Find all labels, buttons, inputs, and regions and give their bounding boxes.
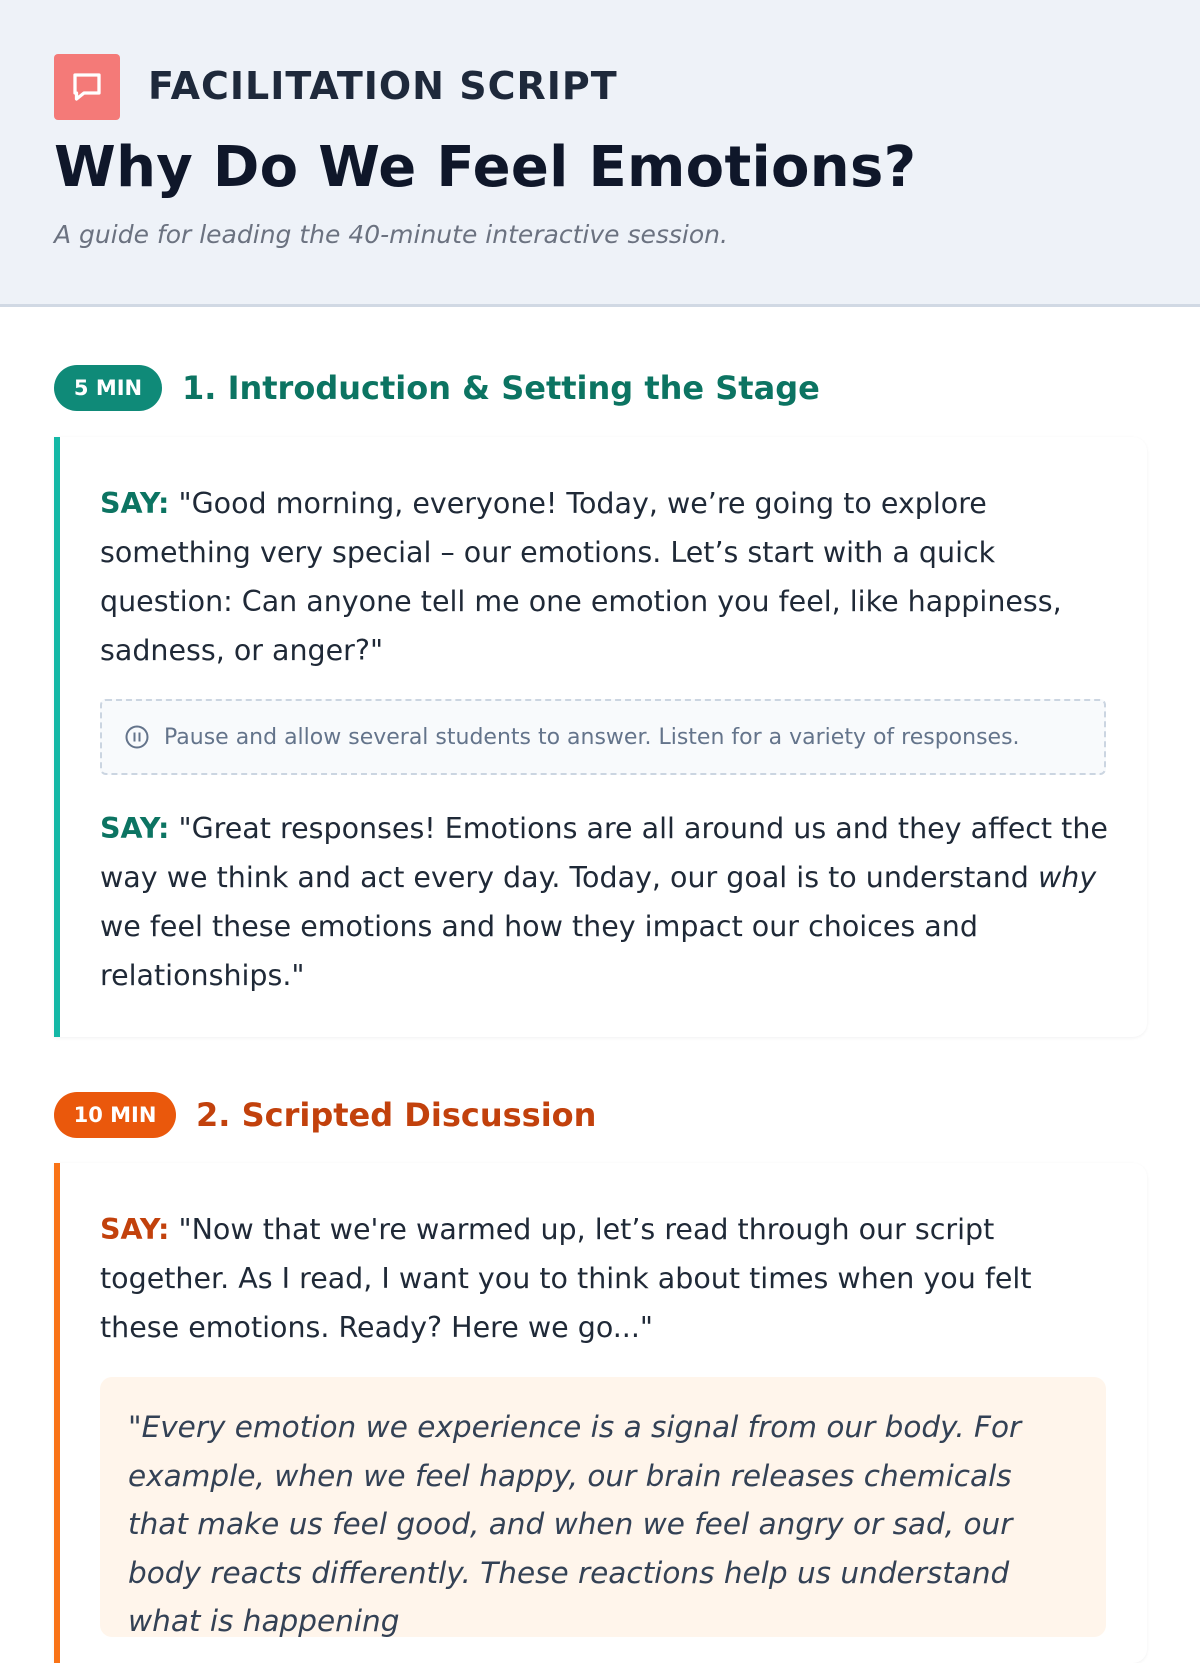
facilitator-note (100, 699, 1106, 775)
note-text: Pause and allow several students to answer. Listen for a variety of responses. (164, 724, 1020, 750)
pause-icon (124, 724, 150, 750)
eyebrow-label: FACILITATION SCRIPT (148, 64, 618, 108)
emphasis-text: why (1037, 861, 1097, 894)
say-text: "Good morning, everyone! Today, we’re going to explore something very special – our emotions. Let’s start with a quick question: Can anyone tell me one emotion you feel, like happiness, sadness, or anger?" (100, 487, 1062, 667)
time-badge: 10 MIN (54, 1092, 176, 1138)
say-label: SAY: (100, 1213, 170, 1246)
section-title: 2. Scripted Discussion (196, 1096, 597, 1134)
say-text: "Great responses! Emotions are all around us and they affect the way we think and act every day. Today, our goal is to understand (100, 812, 1108, 894)
say-text: we feel these emotions and how they impact our choices and relationships." (100, 910, 978, 992)
say-paragraph (100, 479, 1110, 675)
script-quote (100, 1377, 1106, 1637)
section-title: 1. Introduction & Setting the Stage (182, 369, 820, 407)
script-card-introduction (54, 437, 1147, 1037)
script-card-discussion (54, 1163, 1147, 1663)
section-header-discussion (54, 1091, 596, 1139)
say-paragraph (100, 1205, 1110, 1352)
quote-text: "Every emotion we experience is a signal from our body. For example, when we feel happy, our brain releases chemicals that make us feel good, and when we feel angry or sad, our body reacts differently. These reactions help us understand what is happening (128, 1410, 1022, 1638)
time-badge: 5 MIN (54, 365, 162, 411)
say-label: SAY: (100, 487, 170, 520)
say-text: "Now that we're warmed up, let’s read through our script together. As I read, I want you to think about times when you felt these emotions. Ready? Here we go..." (100, 1213, 1032, 1344)
page-title: Why Do We Feel Emotions? (54, 135, 917, 200)
say-paragraph (100, 804, 1110, 1000)
section-header-introduction (54, 364, 820, 412)
chat-bubble-icon (54, 54, 120, 120)
say-label: SAY: (100, 812, 170, 845)
page-header (0, 0, 1200, 307)
page-subtitle: A guide for leading the 40-minute interactive session. (54, 220, 728, 249)
